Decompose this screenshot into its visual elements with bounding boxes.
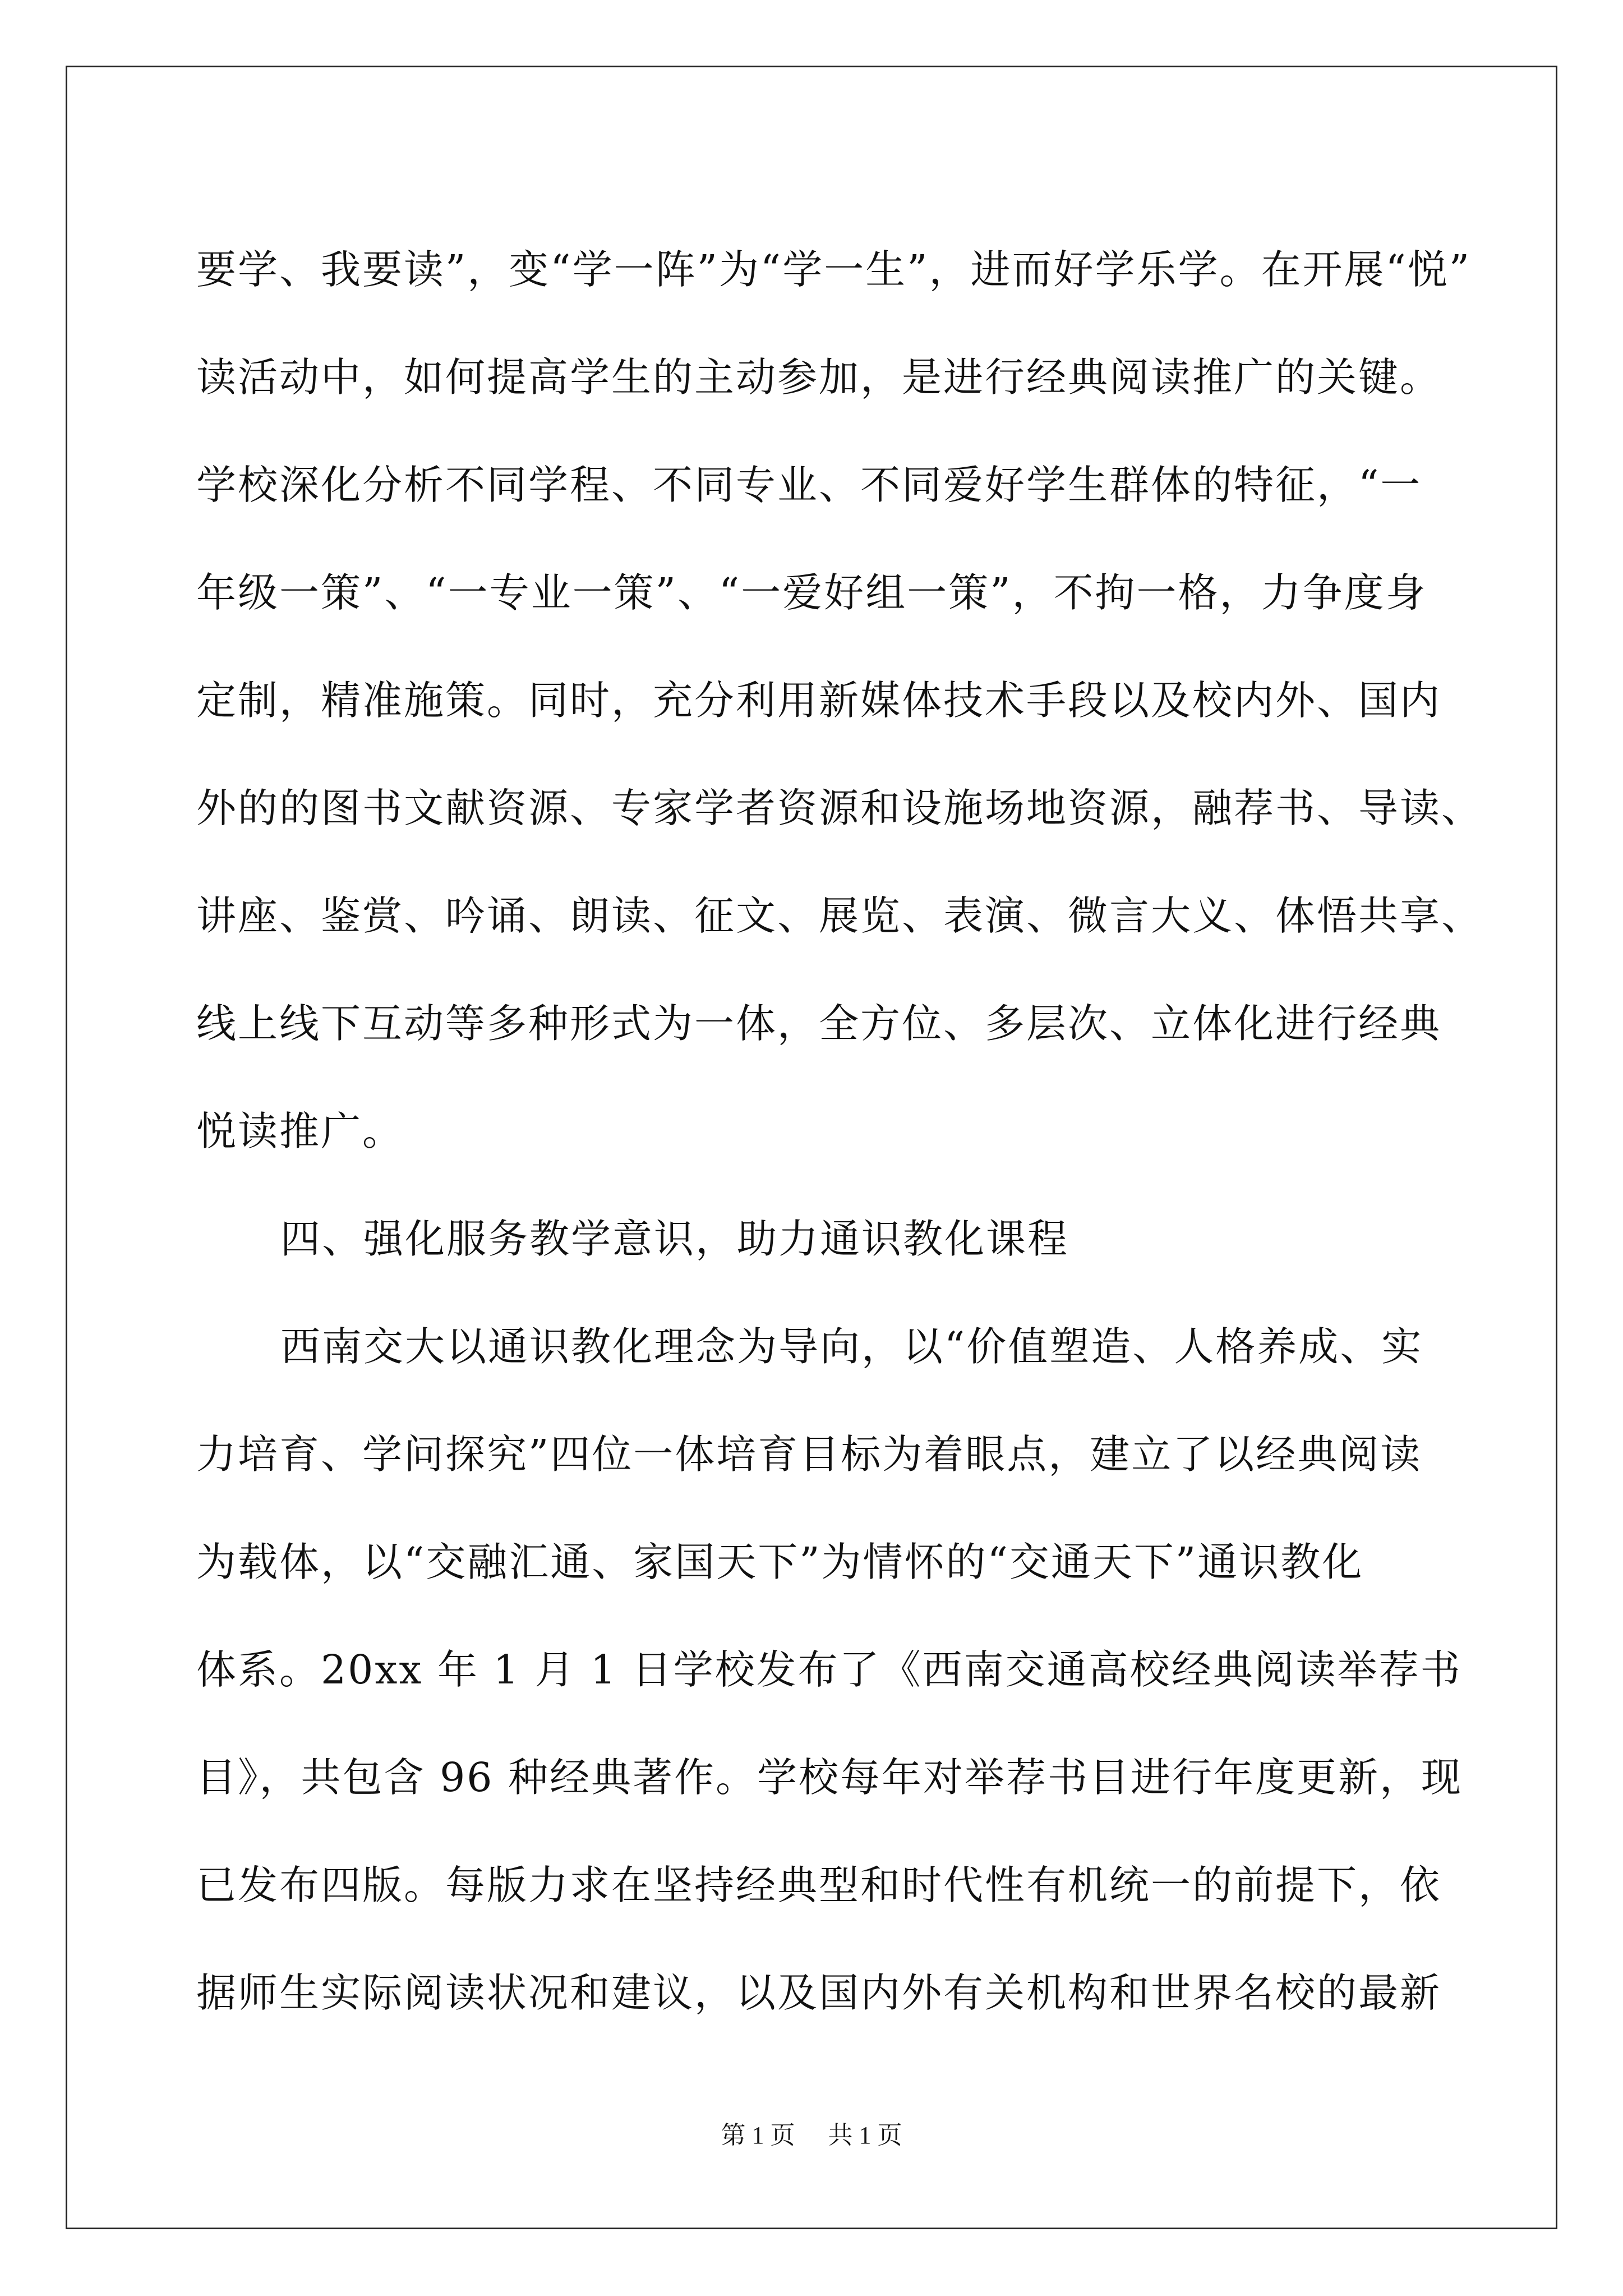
- text-line-1: 要学、我要读”，变“学一阵”为“学一生”，进而好学乐学。在开展“悦”: [196, 246, 1472, 293]
- page-number: 第 1 页: [721, 2122, 795, 2149]
- text-line-12: 力培育、学问探究”四位一体培育目标为着眼点，建立了以经典阅读: [196, 1431, 1422, 1478]
- text-line-14: 体系。20xx 年 1 月 1 日学校发布了《西南交通高校经典阅读举荐书: [196, 1646, 1462, 1693]
- text-line-17: 据师生实际阅读状况和建议，以及国内外有关机构和世界名校的最新: [196, 1970, 1442, 2016]
- text-line-13: 为载体，以“交融汇通、家国天下”为情怀的“交通天下”通识教化: [196, 1539, 1364, 1585]
- document-body: [196, 216, 1483, 2047]
- text-line-15: 目》，共包含 96 种经典著作。学校每年对举荐书目进行年度更新，现: [196, 1754, 1463, 1801]
- text-line-5: 定制，精准施策。同时，充分利用新媒体技术手段以及校内外、国内: [196, 677, 1442, 724]
- text-line-11: 西南交大以通识教化理念为导向，以“价值塑造、人格养成、实: [280, 1323, 1423, 1370]
- text-line-2: 读活动中，如何提高学生的主动参加，是进行经典阅读推广的关键。: [196, 354, 1442, 401]
- text-line-8: 线上线下互动等多种形式为一体，全方位、多层次、立体化进行经典: [196, 1000, 1442, 1047]
- page-footer: [0, 2115, 1623, 2151]
- page-total: 共 1 页: [828, 2122, 902, 2149]
- section-heading: 四、强化服务教学意识，助力通识教化课程: [280, 1216, 1069, 1262]
- text-line-6: 外的的图书文献资源、专家学者资源和设施场地资源，融荐书、导读、: [196, 785, 1483, 831]
- text-line-4: 年级一策”、“一专业一策”、“一爱好组一策”，不拘一格，力争度身: [196, 569, 1427, 616]
- text-line-3: 学校深化分析不同学程、不同专业、不同爱好学生群体的特征，“一: [196, 462, 1422, 508]
- text-line-7: 讲座、鉴赏、吟诵、朗读、征文、展览、表演、微言大义、体悟共享、: [196, 892, 1483, 939]
- text-line-9: 悦读推广。: [196, 1108, 404, 1154]
- text-line-16: 已发布四版。每版力求在坚持经典型和时代性有机统一的前提下，依: [196, 1862, 1442, 1908]
